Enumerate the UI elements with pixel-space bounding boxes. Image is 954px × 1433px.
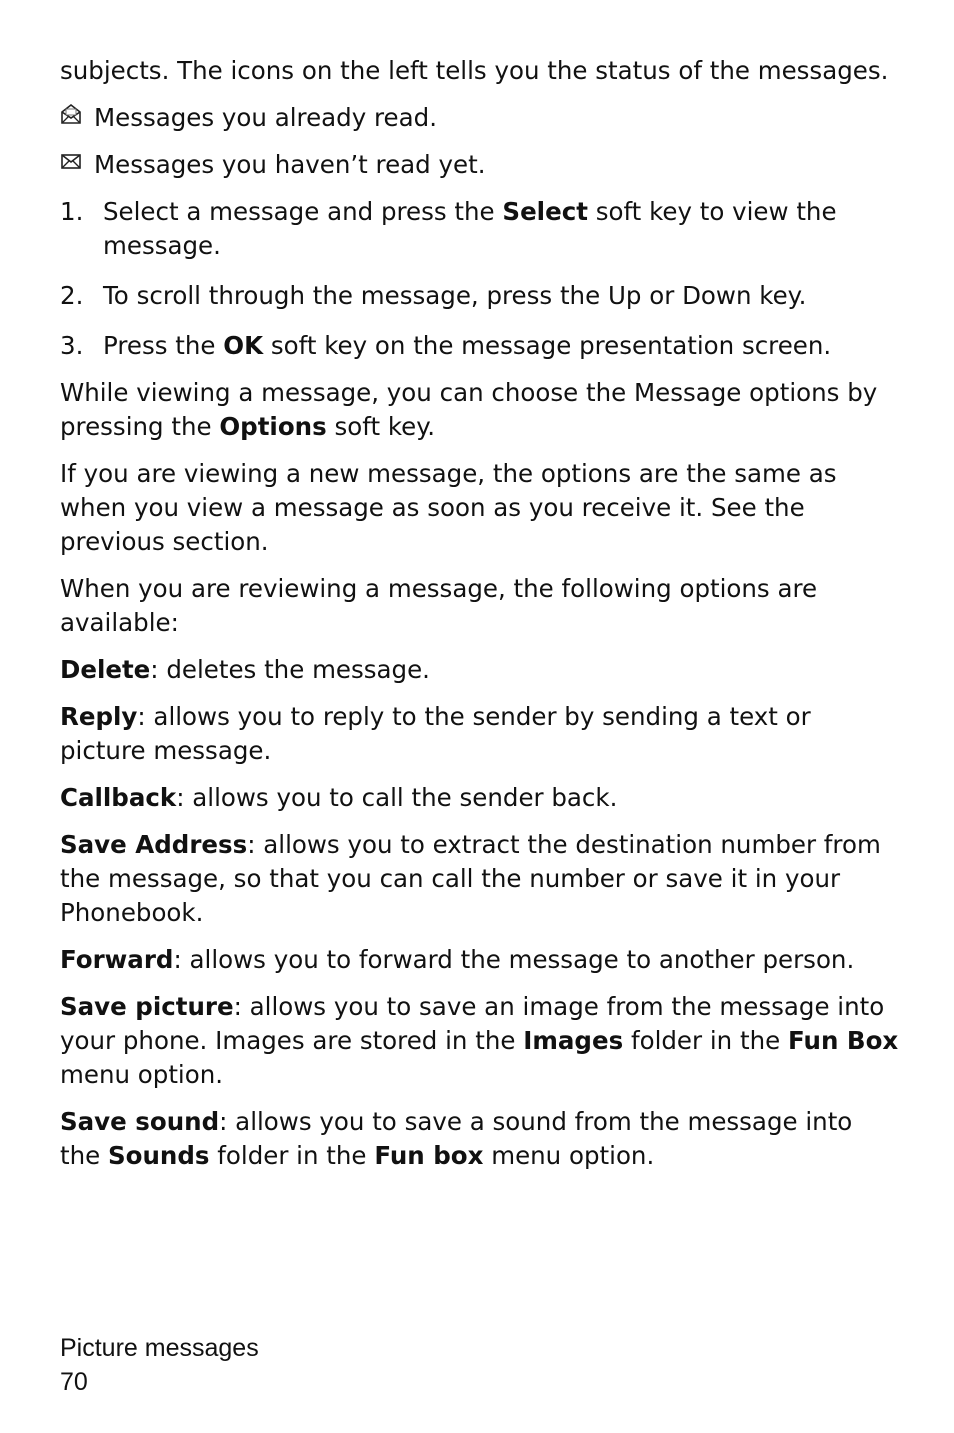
option-save-address: Save Address: allows you to extract the destination number from the message, so that you can call the number or save it in your Phonebook. <box>60 830 881 927</box>
review-paragraph: When you are reviewing a message, the following options are available: <box>60 574 818 637</box>
option-delete: Delete: deletes the message. <box>60 655 430 684</box>
option-save-sound: Save sound: allows you to save a sound from the message into the Sounds folder in the Fun box menu option. <box>60 1107 853 1170</box>
closed-envelope-icon <box>60 150 82 172</box>
step-text: Press the OK soft key on the message presentation screen. <box>103 331 832 360</box>
list-item <box>60 195 900 263</box>
document-page <box>60 54 900 1186</box>
step-number: 2. <box>60 281 84 310</box>
new-message-paragraph: If you are viewing a new message, the options are the same as when you view a message as soon as you receive it. See the previous section. <box>60 459 837 556</box>
unread-messages-legend <box>60 148 900 182</box>
options-paragraph: While viewing a message, you can choose the Message options by pressing the Options soft key. <box>60 378 878 441</box>
steps-list <box>60 195 900 363</box>
step-text: Select a message and press the Select soft key to view the message. <box>103 197 837 260</box>
page-number: 70 <box>60 1368 88 1396</box>
read-messages-label: Messages you already read. <box>94 103 437 132</box>
list-item <box>60 329 900 363</box>
step-number: 1. <box>60 197 84 226</box>
option-forward: Forward: allows you to forward the message to another person. <box>60 945 855 974</box>
list-item <box>60 279 900 313</box>
footer-section-title: Picture messages <box>60 1334 259 1362</box>
option-save-picture: Save picture: allows you to save an image from the message into your phone. Images are stored in the Images folder in the Fun Box menu option. <box>60 992 899 1089</box>
opened-envelope-icon <box>60 103 82 125</box>
intro-paragraph: subjects. The icons on the left tells you the status of the messages. <box>60 56 889 85</box>
option-reply: Reply: allows you to reply to the sender by sending a text or picture message. <box>60 702 811 765</box>
option-callback: Callback: allows you to call the sender back. <box>60 783 618 812</box>
page-footer <box>60 1331 259 1399</box>
step-number: 3. <box>60 331 84 360</box>
read-messages-legend <box>60 101 900 135</box>
step-text: To scroll through the message, press the Up or Down key. <box>103 281 807 310</box>
unread-messages-label: Messages you haven’t read yet. <box>94 150 486 179</box>
